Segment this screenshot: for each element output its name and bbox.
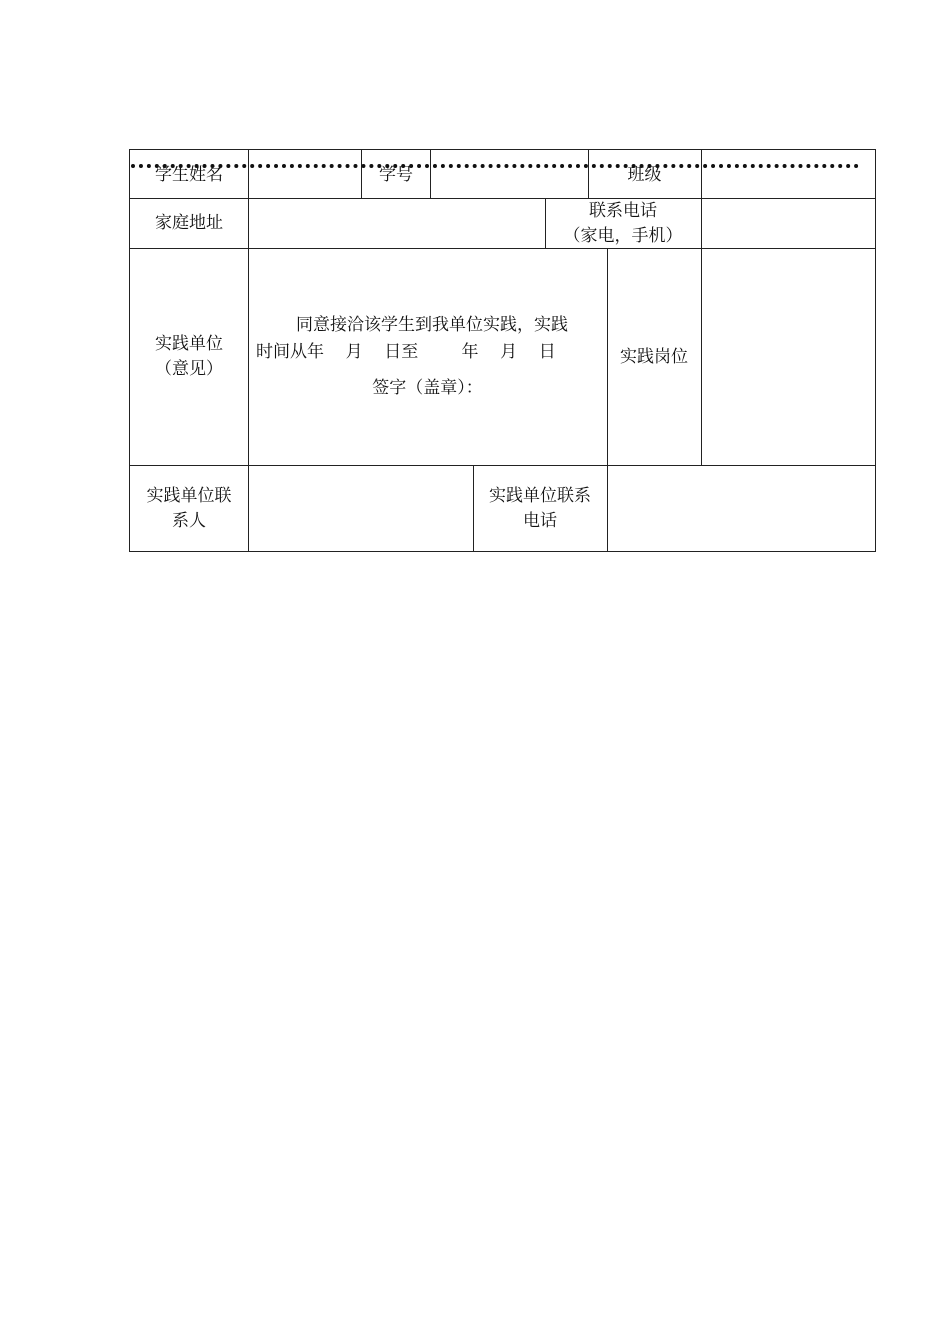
phone-label-line2: （家电，手机）	[563, 225, 683, 246]
practice-unit-label-line2: （意见）	[155, 359, 223, 379]
phone-label-line1: 联系电话	[589, 200, 657, 221]
unit-contact-phone-label-line2: 电话	[523, 510, 557, 531]
opinion-line-1: 同意接洽该学生到我单位实践，实践	[296, 315, 568, 335]
unit-contact-field[interactable]	[249, 466, 473, 551]
practice-post-field[interactable]	[702, 249, 875, 465]
phone-field[interactable]	[702, 199, 875, 248]
practice-unit-label-line1: 实践单位	[155, 334, 223, 354]
table-border-right	[875, 149, 876, 552]
unit-contact-label	[129, 465, 249, 552]
unit-opinion-text	[256, 312, 602, 366]
phone-label	[545, 198, 701, 249]
class-field[interactable]	[702, 150, 875, 198]
student-id-field[interactable]	[431, 150, 588, 198]
name-label: 学生姓名	[155, 164, 223, 185]
unit-contact-label-line2: 系人	[172, 510, 206, 531]
signature-stamp-label: 签字（盖章）：	[372, 378, 483, 398]
address-label: 家庭地址	[155, 213, 223, 233]
unit-contact-phone-label	[473, 465, 607, 552]
student-id-label: 学号	[379, 164, 413, 185]
opinion-line-2: 时间从年 月 日至 年 月 日	[256, 342, 556, 362]
unit-contact-label-line1: 实践单位联	[146, 485, 232, 506]
name-field[interactable]	[249, 150, 361, 198]
unit-contact-phone-label-line1: 实践单位联系	[489, 485, 591, 506]
unit-contact-phone-field[interactable]	[608, 466, 875, 551]
address-field[interactable]	[249, 199, 545, 248]
practice-post-label: 实践岗位	[620, 346, 688, 367]
practice-unit-label	[129, 248, 249, 466]
class-label: 班级	[627, 164, 662, 185]
